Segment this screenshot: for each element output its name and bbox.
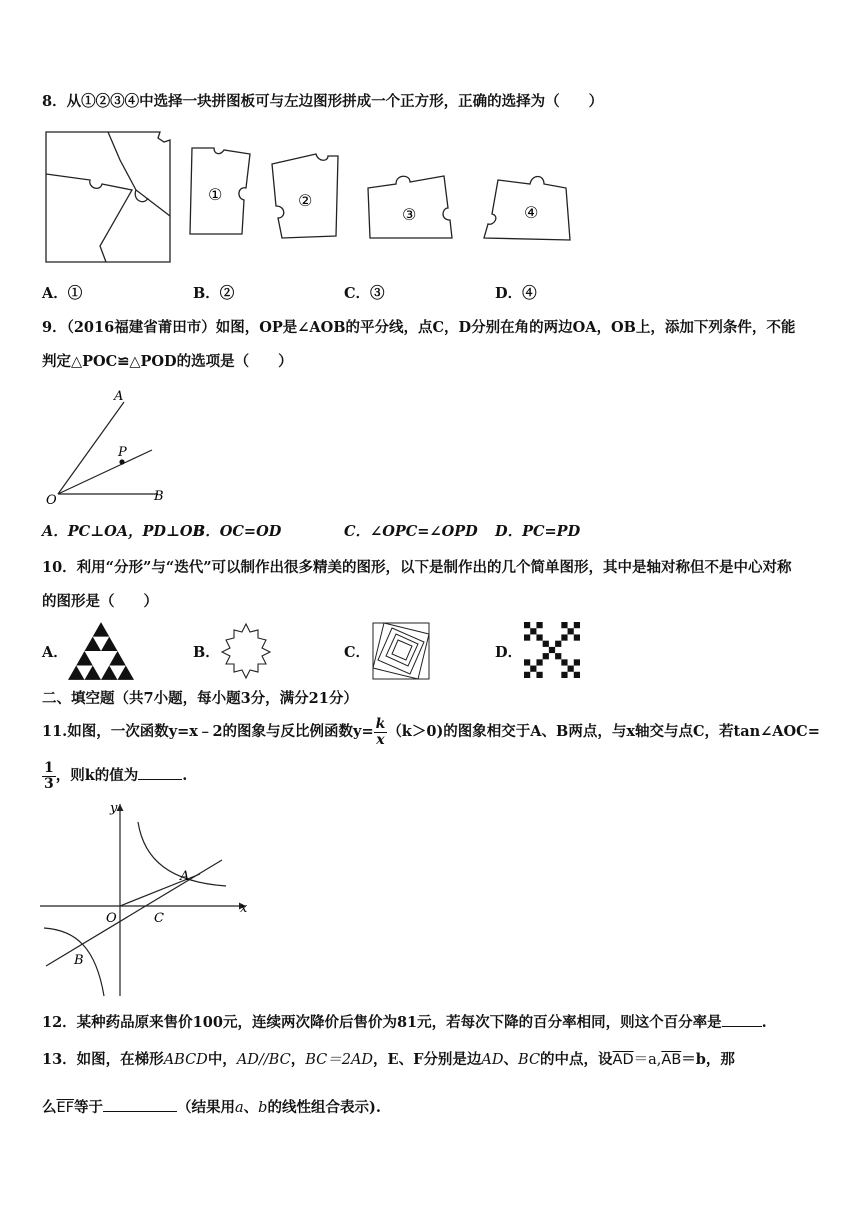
label-y: y [110,801,118,816]
q12-answer-blank[interactable] [722,1026,762,1027]
q9-angle-figure [40,386,180,510]
vector-ef: $\overline{EF}$ [56,1100,75,1116]
label-A: A [114,389,124,404]
q11-graph-figure [40,800,254,1000]
q11-stem-line1 [42,712,820,752]
q11-text-4: . [182,767,188,784]
q9-option-c[interactable]: C．∠OPC=∠OPD [344,523,478,540]
q8-option-b[interactable]: B．② [193,285,235,302]
frac-numerator: k [375,715,386,732]
vector-ab: $\overline{AB}$ [661,1052,682,1068]
q10-option-c[interactable]: C． [344,644,371,661]
frac-numerator: 1 [44,759,54,776]
label-B: B [74,953,84,968]
q11-fraction-k-over-x [374,717,388,748]
q10-stem-line2: 的图形是（ ） [42,593,158,610]
label-O: O [46,493,57,508]
q13-text-6: 等于 [74,1099,104,1116]
q9-option-b[interactable]: B．OC=OD [193,523,282,540]
q9-stem-line2: 判定△POC≌△POD的选项是（ ） [42,353,293,370]
q10-stem-line1: 10．利用“分形”与“迭代”可以制作出很多精美的图形，以下是制作出的几个简单图形，其中是轴对称但不是中心对称 [42,559,792,576]
sierpinski-triangle-figure [68,622,134,680]
q8-stem: 8．从①②③④中选择一块拼图板可与左边图形拼成一个正方形，正确的选择为（ ） [42,93,604,110]
vector-a: a [235,1100,244,1116]
piece-1-label: ① [208,185,223,204]
q13-text-3: ，E、F分别是边 [373,1051,482,1068]
q11-text-3: ，则k的值为 [55,767,139,784]
q13-eq-b: ＝b，那 [681,1051,735,1068]
koch-snowflake-figure [216,622,276,680]
q8-option-a[interactable]: A．① [42,285,83,302]
q13-sep: ， [290,1051,306,1068]
piece-2-label: ② [298,191,313,210]
label-x: x [240,901,248,916]
q11-text-1: 11.如图，一次函数y=x﹣2的图象与反比例函数y= [42,723,374,740]
checker-fractal-figure [524,622,580,678]
section-2-heading: 二、填空题（共7小题，每小题3分，满分21分） [42,690,358,707]
frac-denominator: x [376,731,385,748]
q13-ad: AD [481,1052,504,1068]
q13-stem-line1 [42,1050,735,1070]
label-A: A [180,869,190,884]
frac-denominator: 3 [44,775,54,792]
q8-piece-3 [366,172,456,242]
q12-text: 12．某种药品原来售价100元，连续两次降价后售价为81元，若每次下降的百分率相同，则这个百分率是 [42,1014,722,1031]
q9-stem-line1: 9．（2016福建省莆田市）如图，OP是∠AOB的平分线，点C，D分别在角的两边OA，OB上，添加下列条件，不能 [42,319,796,336]
q12-stem [42,1013,767,1033]
q8-piece-1 [188,146,256,238]
q13-cond-parallel: AD//BC [236,1052,291,1068]
q13-text-5: 么 [42,1099,57,1116]
q13-stem-line2 [42,1098,381,1118]
q8-piece-4 [480,170,574,244]
label-P: P [118,445,127,460]
q13-text-1: 13．如图，在梯形 [42,1051,164,1068]
q11-text-2: （k＞0)的图象相交于A、B两点，与x轴交与点C，若tan∠AOC= [387,723,820,740]
q8-left-figure [44,130,172,266]
nested-squares-figure [372,622,430,680]
q13-text-8: 的线性组合表示). [267,1099,381,1116]
q9-option-d[interactable]: D．PC=PD [495,523,581,540]
q11-stem-line2 [42,756,187,796]
q13-dot: 、 [503,1051,519,1068]
q13-dot2: 、 [243,1099,259,1116]
q13-answer-blank[interactable] [103,1111,177,1112]
q13-bc: BC [518,1052,541,1068]
piece-4-label: ④ [524,203,539,222]
label-O: O [106,911,117,926]
q13-text-7: （结果用 [177,1099,236,1116]
q9-option-a[interactable]: A．PC⊥OA，PD⊥OB [42,523,205,540]
q12-end: . [761,1014,767,1031]
piece-3-label: ③ [402,205,417,224]
q11-answer-blank[interactable] [138,779,182,780]
q11-fraction-one-third [42,761,56,792]
q13-text-4: 的中点，设 [540,1051,613,1068]
q10-option-d[interactable]: D． [495,644,523,661]
q10-option-a[interactable]: A． [42,644,68,661]
q8-piece-2 [270,152,342,240]
vector-ad: $\overline{AD}$ [612,1052,634,1068]
q8-option-d[interactable]: D．④ [495,285,537,302]
q8-option-c[interactable]: C．③ [344,285,385,302]
q13-cond-length: BC＝2AD [305,1052,374,1068]
q13-eq-a: ＝a, [633,1052,662,1068]
label-C: C [154,911,164,926]
q13-abcd: ABCD [163,1052,208,1068]
q10-option-b[interactable]: B． [193,644,220,661]
vector-b: b [258,1100,268,1116]
q13-text-2: 中， [207,1051,237,1068]
label-B: B [154,489,164,504]
